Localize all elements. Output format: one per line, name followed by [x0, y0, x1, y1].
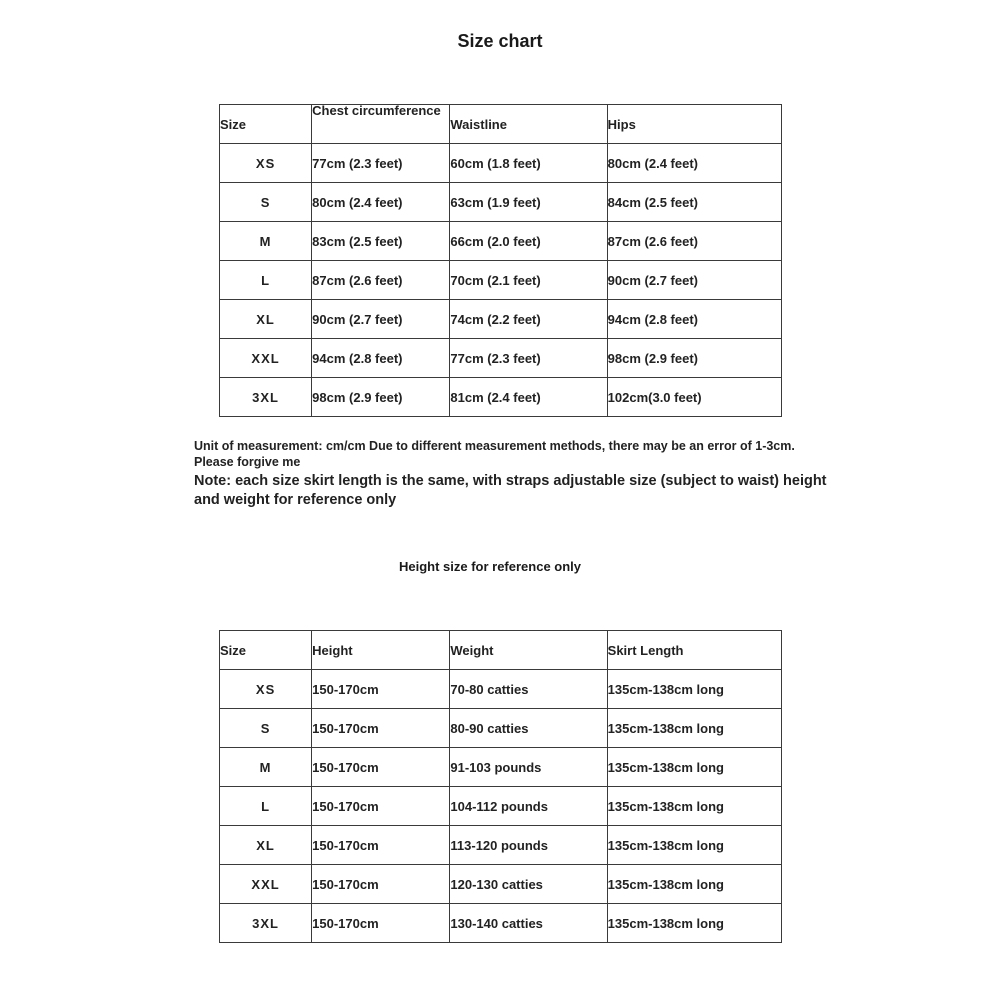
value-cell: 150-170cm: [312, 904, 450, 943]
header-waistline: Waistline: [450, 105, 607, 144]
value-cell: 87cm (2.6 feet): [312, 261, 450, 300]
value-cell: 80-90 catties: [450, 709, 607, 748]
unit-note: Unit of measurement: cm/cm Due to different measurement methods, there may be an error of 1-3cm. Please forgive me: [194, 439, 795, 469]
table-row: [220, 787, 782, 826]
value-cell: 74cm (2.2 feet): [450, 300, 607, 339]
table-row: [220, 670, 782, 709]
value-cell: 150-170cm: [312, 748, 450, 787]
value-cell: 135cm-138cm long: [607, 709, 781, 748]
value-cell: 98cm (2.9 feet): [312, 378, 450, 417]
value-cell: 150-170cm: [312, 787, 450, 826]
size-cell: XL: [220, 300, 312, 339]
table-row: [220, 261, 782, 300]
table-row: [220, 904, 782, 943]
value-cell: 90cm (2.7 feet): [312, 300, 450, 339]
value-cell: 150-170cm: [312, 826, 450, 865]
skirt-note: Note: each size skirt length is the same, with straps adjustable size (subject to waist) height and weight for reference only: [194, 473, 827, 508]
size-cell: 3XL: [220, 378, 312, 417]
page-title: Size chart: [457, 31, 543, 51]
table-row: [220, 144, 782, 183]
value-cell: 94cm (2.8 feet): [607, 300, 781, 339]
size-cell: XXL: [220, 865, 312, 904]
table-row: [220, 865, 782, 904]
table-row: [220, 826, 782, 865]
table-row: [220, 222, 782, 261]
value-cell: 135cm-138cm long: [607, 826, 781, 865]
header-size: Size: [220, 631, 312, 670]
size-cell: XL: [220, 826, 312, 865]
reference-table: [219, 630, 782, 943]
table-row: [220, 748, 782, 787]
value-cell: 135cm-138cm long: [607, 670, 781, 709]
value-cell: 150-170cm: [312, 670, 450, 709]
size-cell: XXL: [220, 339, 312, 378]
measurement-table: [219, 104, 782, 417]
value-cell: 77cm (2.3 feet): [450, 339, 607, 378]
value-cell: 87cm (2.6 feet): [607, 222, 781, 261]
value-cell: 130-140 catties: [450, 904, 607, 943]
value-cell: 70-80 catties: [450, 670, 607, 709]
header-hips: Hips: [607, 105, 781, 144]
size-cell: M: [220, 222, 312, 261]
size-cell: L: [220, 261, 312, 300]
size-cell: S: [220, 183, 312, 222]
header-size: Size: [220, 105, 312, 144]
value-cell: 81cm (2.4 feet): [450, 378, 607, 417]
notes: [194, 438, 834, 510]
table-row: [220, 709, 782, 748]
table-row: [220, 339, 782, 378]
value-cell: 60cm (1.8 feet): [450, 144, 607, 183]
value-cell: 120-130 catties: [450, 865, 607, 904]
value-cell: 80cm (2.4 feet): [607, 144, 781, 183]
value-cell: 83cm (2.5 feet): [312, 222, 450, 261]
size-cell: XS: [220, 144, 312, 183]
value-cell: 70cm (2.1 feet): [450, 261, 607, 300]
value-cell: 113-120 pounds: [450, 826, 607, 865]
table-header-row: [220, 105, 782, 144]
value-cell: 63cm (1.9 feet): [450, 183, 607, 222]
table-row: [220, 183, 782, 222]
header-weight: Weight: [450, 631, 607, 670]
header-chest: Chest circumference: [312, 105, 450, 144]
header-skirt-length: Skirt Length: [607, 631, 781, 670]
value-cell: 90cm (2.7 feet): [607, 261, 781, 300]
table-row: [220, 300, 782, 339]
value-cell: 150-170cm: [312, 709, 450, 748]
value-cell: 77cm (2.3 feet): [312, 144, 450, 183]
size-cell: S: [220, 709, 312, 748]
value-cell: 135cm-138cm long: [607, 865, 781, 904]
size-cell: 3XL: [220, 904, 312, 943]
table-row: [220, 378, 782, 417]
value-cell: 98cm (2.9 feet): [607, 339, 781, 378]
value-cell: 104-112 pounds: [450, 787, 607, 826]
value-cell: 135cm-138cm long: [607, 787, 781, 826]
value-cell: 84cm (2.5 feet): [607, 183, 781, 222]
section-subtitle: Height size for reference only: [398, 559, 582, 574]
table-header-row: [220, 631, 782, 670]
value-cell: 91-103 pounds: [450, 748, 607, 787]
header-height: Height: [312, 631, 450, 670]
value-cell: 135cm-138cm long: [607, 904, 781, 943]
value-cell: 150-170cm: [312, 865, 450, 904]
size-cell: M: [220, 748, 312, 787]
value-cell: 94cm (2.8 feet): [312, 339, 450, 378]
size-cell: XS: [220, 670, 312, 709]
value-cell: 102cm(3.0 feet): [607, 378, 781, 417]
size-cell: L: [220, 787, 312, 826]
value-cell: 66cm (2.0 feet): [450, 222, 607, 261]
value-cell: 135cm-138cm long: [607, 748, 781, 787]
value-cell: 80cm (2.4 feet): [312, 183, 450, 222]
